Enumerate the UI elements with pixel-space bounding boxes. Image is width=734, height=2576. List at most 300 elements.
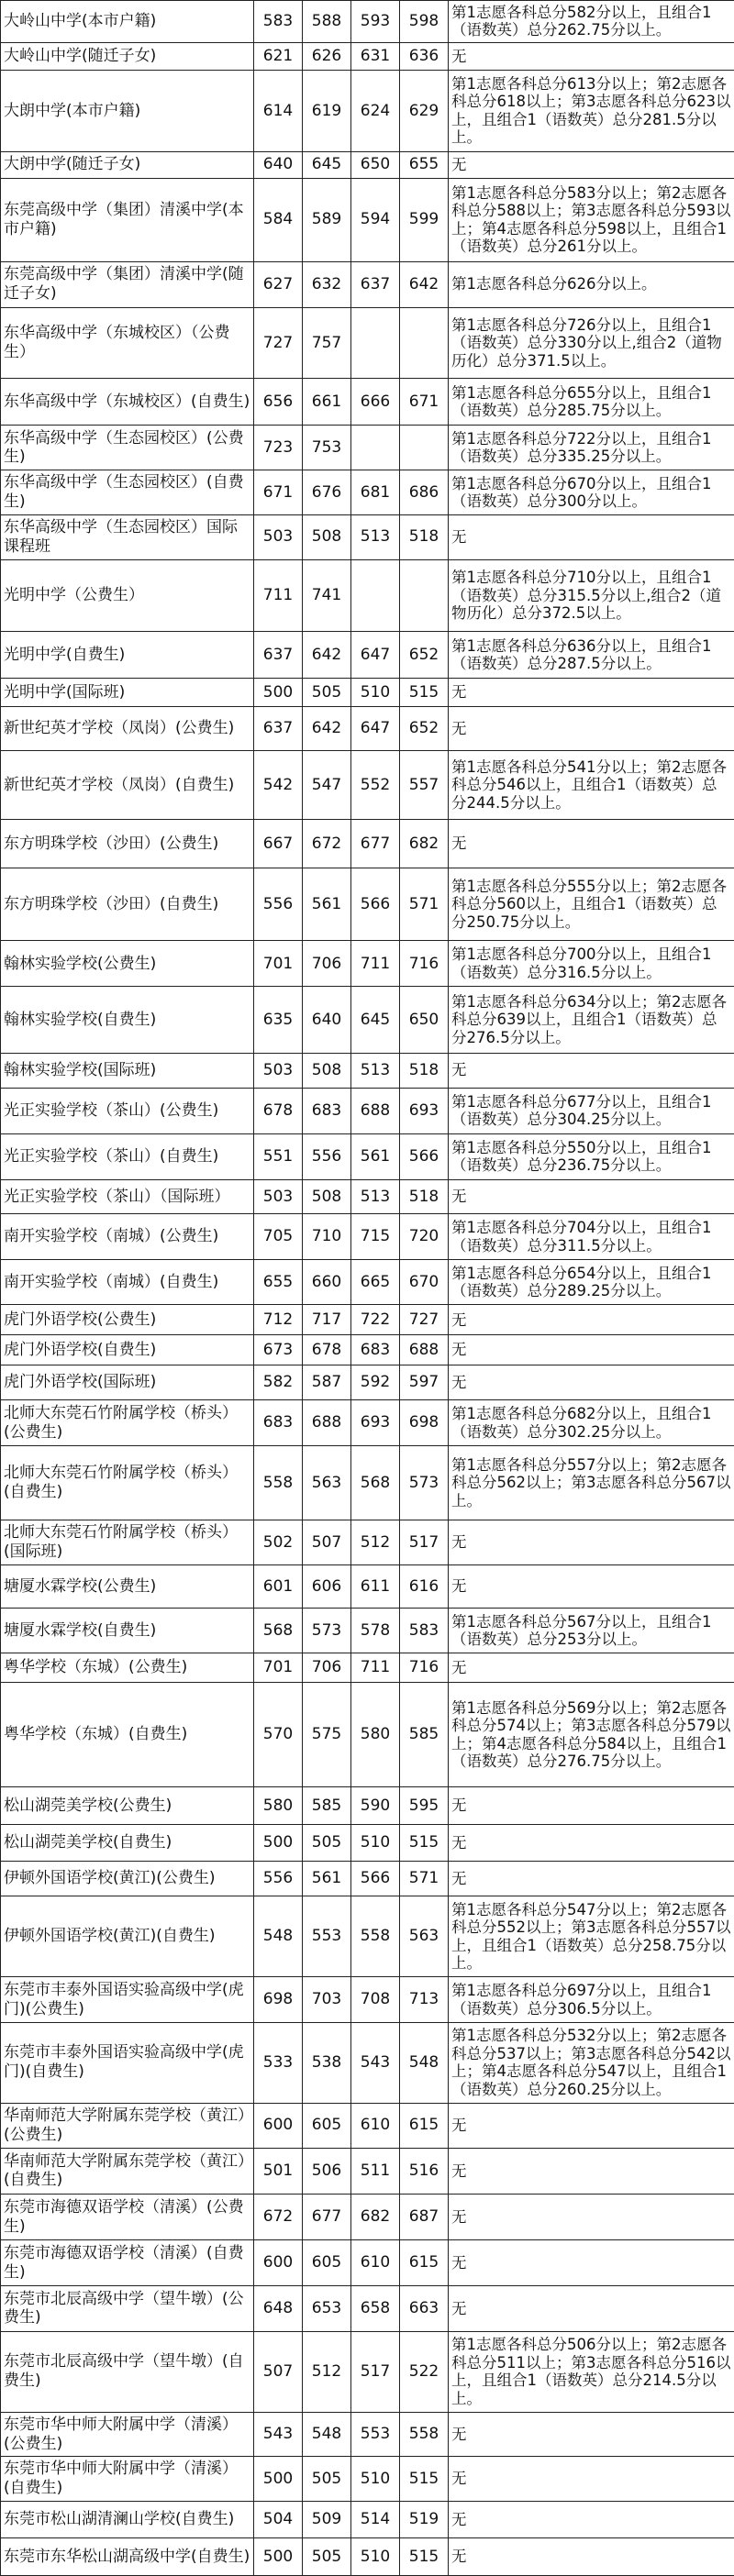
score-cell-1: 568 (254, 1609, 303, 1653)
score-cell-3: 593 (351, 1, 400, 43)
score-cell-3: 513 (351, 515, 400, 560)
score-cell-2: 505 (303, 2457, 351, 2502)
score-cell-2: 661 (303, 379, 351, 426)
score-cell-4: 636 (400, 42, 449, 71)
school-name-cell: 粤华学校（东城）(自费生) (1, 1682, 254, 1787)
school-name-cell: 光明中学（公费生） (1, 559, 254, 632)
score-cell-3 (351, 307, 400, 378)
school-name-cell: 塘厦水霖学校(公费生) (1, 1565, 254, 1609)
score-cell-1: 672 (254, 2195, 303, 2240)
score-cell-2: 683 (303, 1088, 351, 1133)
score-cell-3: 631 (351, 42, 400, 71)
score-cell-4 (400, 307, 449, 378)
score-cell-1: 614 (254, 71, 303, 151)
score-cell-2: 605 (303, 2103, 351, 2148)
score-cell-4 (400, 426, 449, 470)
score-cell-1: 507 (254, 2331, 303, 2412)
table-row (1, 379, 734, 426)
score-cell-1: 727 (254, 307, 303, 378)
score-cell-2: 642 (303, 632, 351, 679)
score-cell-2: 757 (303, 307, 351, 378)
score-cell-4: 727 (400, 1305, 449, 1335)
score-cell-1: 701 (254, 941, 303, 987)
table-row (1, 1053, 734, 1088)
table-row (1, 1862, 734, 1896)
table-row (1, 178, 734, 261)
score-cell-2: 753 (303, 426, 351, 470)
requirement-note-cell: 无 (449, 2103, 734, 2148)
score-cell-3: 650 (351, 151, 400, 178)
table-row (1, 261, 734, 307)
score-cell-3: 693 (351, 1400, 400, 1446)
score-cell-3: 711 (351, 941, 400, 987)
score-cell-3: 561 (351, 1133, 400, 1179)
school-name-cell: 东华高级中学（东城校区）（公费生） (1, 307, 254, 378)
score-cell-1: 503 (254, 1053, 303, 1088)
score-cell-3: 681 (351, 470, 400, 515)
school-name-cell: 翰林实验学校(国际班) (1, 1053, 254, 1088)
score-cell-4: 693 (400, 1088, 449, 1133)
table-row (1, 1, 734, 43)
score-cell-3: 666 (351, 379, 400, 426)
score-cell-3: 711 (351, 1653, 400, 1683)
score-cell-1: 683 (254, 1400, 303, 1446)
school-name-cell: 粤华学校（东城）(公费生) (1, 1653, 254, 1683)
score-cell-2: 508 (303, 515, 351, 560)
table-row (1, 707, 734, 751)
score-cell-1: 500 (254, 1824, 303, 1861)
score-cell-4: 516 (400, 2148, 449, 2194)
score-cell-1: 600 (254, 2103, 303, 2148)
score-cell-2: 710 (303, 1214, 351, 1260)
score-cell-4: 599 (400, 178, 449, 261)
table-row (1, 307, 734, 378)
requirement-note-cell: 第1志愿各科总分654分以上，且组合1（语数英）总分289.25分以上。 (449, 1260, 734, 1305)
score-cell-2: 589 (303, 178, 351, 261)
requirement-note-cell: 无 (449, 707, 734, 751)
table-row (1, 2501, 734, 2537)
score-cell-2: 706 (303, 1653, 351, 1683)
school-name-cell: 东莞市海德双语学校（清溪）(公费生) (1, 2195, 254, 2240)
school-name-cell: 东方明珠学校（沙田）(公费生) (1, 820, 254, 868)
score-cell-3: 578 (351, 1609, 400, 1653)
score-cell-4: 517 (400, 1520, 449, 1565)
school-name-cell: 光明中学(国际班) (1, 679, 254, 707)
school-name-cell: 东莞市东华松山湖高级中学(自费生) (1, 2538, 254, 2576)
score-cell-2: 512 (303, 2331, 351, 2412)
school-name-cell: 翰林实验学校(自费生) (1, 987, 254, 1053)
score-cell-2: 619 (303, 71, 351, 151)
score-cell-3: 568 (351, 1446, 400, 1520)
requirement-note-cell: 无 (449, 1335, 734, 1365)
school-name-cell: 北师大东莞石竹附属学校（桥头）(公费生) (1, 1400, 254, 1446)
score-cell-3: 688 (351, 1088, 400, 1133)
requirement-note-cell: 无 (449, 2148, 734, 2194)
score-cell-2: 538 (303, 2022, 351, 2103)
score-cell-3: 590 (351, 1787, 400, 1824)
score-cell-3: 624 (351, 71, 400, 151)
requirement-note-cell: 第1志愿各科总分569分以上；第2志愿各科总分574以上；第3志愿各科总分579以上；第4志愿各科总分584以上，且组合1（语数英）总分276.75分以上。 (449, 1682, 734, 1787)
school-name-cell: 虎门外语学校(公费生) (1, 1305, 254, 1335)
table-row (1, 941, 734, 987)
school-name-cell: 南开实验学校（南城）(公费生) (1, 1214, 254, 1260)
table-row (1, 1896, 734, 1977)
requirement-note-cell: 第1志愿各科总分582分以上，且组合1（语数英）总分262.75分以上。 (449, 1, 734, 43)
score-cell-3: 558 (351, 1896, 400, 1977)
score-cell-3: 592 (351, 1365, 400, 1399)
table-row (1, 1088, 734, 1133)
table-row (1, 1400, 734, 1446)
score-cell-4: 515 (400, 2457, 449, 2502)
score-cell-4: 652 (400, 707, 449, 751)
score-cell-3: 683 (351, 1335, 400, 1365)
score-cell-1: 601 (254, 1565, 303, 1609)
score-cell-1: 711 (254, 559, 303, 632)
score-cell-1: 637 (254, 632, 303, 679)
score-cell-1: 637 (254, 707, 303, 751)
table-row (1, 2412, 734, 2457)
requirement-note-cell: 第1志愿各科总分655分以上，且组合1（语数英）总分285.75分以上。 (449, 379, 734, 426)
score-cell-1: 648 (254, 2286, 303, 2331)
score-cell-4: 652 (400, 632, 449, 679)
score-cell-4: 687 (400, 2195, 449, 2240)
score-cell-1: 723 (254, 426, 303, 470)
score-cell-1: 533 (254, 2022, 303, 2103)
table-row (1, 2103, 734, 2148)
score-cell-2: 573 (303, 1609, 351, 1653)
score-cell-2: 605 (303, 2240, 351, 2286)
score-cell-2: 553 (303, 1896, 351, 1977)
requirement-note-cell: 无 (449, 151, 734, 178)
table-row (1, 1260, 734, 1305)
score-cell-4: 650 (400, 987, 449, 1053)
table-row (1, 2148, 734, 2194)
score-cell-1: 556 (254, 868, 303, 941)
score-cell-3: 637 (351, 261, 400, 307)
score-cell-3: 594 (351, 178, 400, 261)
score-cell-4: 566 (400, 1133, 449, 1179)
school-name-cell: 光正实验学校（茶山）(自费生) (1, 1133, 254, 1179)
school-name-cell: 东莞市华中师大附属中学（清溪）(公费生) (1, 2412, 254, 2457)
school-name-cell: 华南师范大学附属东莞学校（黄江）(自费生) (1, 2148, 254, 2194)
school-name-cell: 东莞市华中师大附属中学（清溪）(自费生) (1, 2457, 254, 2502)
score-cell-2: 507 (303, 1520, 351, 1565)
score-cell-4: 682 (400, 820, 449, 868)
school-name-cell: 东莞市丰泰外国语实验高级中学(虎门)(自费生) (1, 2022, 254, 2103)
score-cell-2: 741 (303, 559, 351, 632)
score-cell-4: 642 (400, 261, 449, 307)
table-row (1, 2286, 734, 2331)
requirement-note-cell: 第1志愿各科总分704分以上，且组合1（语数英）总分311.5分以上。 (449, 1214, 734, 1260)
table-row (1, 1365, 734, 1399)
requirement-note-cell: 第1志愿各科总分567分以上，且组合1（语数英）总分253分以上。 (449, 1609, 734, 1653)
score-cell-4: 655 (400, 151, 449, 178)
table-row (1, 632, 734, 679)
score-cell-1: 655 (254, 1260, 303, 1305)
school-name-cell: 北师大东莞石竹附属学校（桥头）(自费生) (1, 1446, 254, 1520)
score-cell-1: 502 (254, 1520, 303, 1565)
score-cell-3: 512 (351, 1520, 400, 1565)
requirement-note-cell: 无 (449, 679, 734, 707)
score-cell-3: 722 (351, 1305, 400, 1335)
table-row (1, 868, 734, 941)
score-cell-1: 671 (254, 470, 303, 515)
school-name-cell: 伊顿外国语学校(黄江)(自费生) (1, 1896, 254, 1977)
school-name-cell: 南开实验学校（南城）(自费生) (1, 1260, 254, 1305)
score-cell-1: 503 (254, 515, 303, 560)
table-row (1, 151, 734, 178)
score-cell-2: 509 (303, 2501, 351, 2537)
score-cell-2: 508 (303, 1053, 351, 1088)
requirement-note-cell: 第1志愿各科总分636分以上，且组合1（语数英）总分287.5分以上。 (449, 632, 734, 679)
score-cell-2: 717 (303, 1305, 351, 1335)
table-row (1, 42, 734, 71)
school-name-cell: 松山湖莞美学校(公费生) (1, 1787, 254, 1824)
score-cell-1: 621 (254, 42, 303, 71)
score-cell-2: 575 (303, 1682, 351, 1787)
requirement-note-cell: 无 (449, 2538, 734, 2576)
table-row (1, 2538, 734, 2576)
score-cell-3 (351, 559, 400, 632)
score-cell-2: 505 (303, 1824, 351, 1861)
score-cell-2: 548 (303, 2412, 351, 2457)
table-row (1, 751, 734, 820)
table-row (1, 559, 734, 632)
score-cell-1: 500 (254, 2538, 303, 2576)
score-cell-1: 656 (254, 379, 303, 426)
school-name-cell: 翰林实验学校(公费生) (1, 941, 254, 987)
requirement-note-cell: 第1志愿各科总分547分以上；第2志愿各科总分552以上；第3志愿各科总分557以上，且组合1（语数英）总分258.75分以上。 (449, 1896, 734, 1977)
score-cell-3: 552 (351, 751, 400, 820)
score-cell-1: 705 (254, 1214, 303, 1260)
score-cell-2: 653 (303, 2286, 351, 2331)
requirement-note-cell: 无 (449, 515, 734, 560)
score-cell-3: 510 (351, 2457, 400, 2502)
score-cell-3: 511 (351, 2148, 400, 2194)
table-row (1, 679, 734, 707)
score-cell-4: 615 (400, 2240, 449, 2286)
score-cell-2: 588 (303, 1, 351, 43)
requirement-note-cell: 无 (449, 2240, 734, 2286)
school-name-cell: 东莞高级中学（集团）清溪中学(随迁子女) (1, 261, 254, 307)
requirement-note-cell: 第1志愿各科总分726分以上，且组合1（语数英）总分330分以上,组合2（道物历化）总分371.5以上。 (449, 307, 734, 378)
school-name-cell: 东莞市北辰高级中学（望牛墩）(公费生) (1, 2286, 254, 2331)
table-row (1, 1787, 734, 1824)
score-cell-3: 677 (351, 820, 400, 868)
score-cell-1: 570 (254, 1682, 303, 1787)
score-cell-3: 647 (351, 632, 400, 679)
school-name-cell: 大岭山中学(本市户籍) (1, 1, 254, 43)
score-cell-1: 584 (254, 178, 303, 261)
requirement-note-cell: 第1志愿各科总分555分以上；第2志愿各科总分560以上，且组合1（语数英）总分250.75分以上。 (449, 868, 734, 941)
table-row (1, 515, 734, 560)
requirement-note-cell: 无 (449, 1053, 734, 1088)
score-cell-4: 571 (400, 868, 449, 941)
score-cell-4: 518 (400, 1053, 449, 1088)
requirement-note-cell: 第1志愿各科总分722分以上，且组合1（语数英）总分335.25分以上。 (449, 426, 734, 470)
school-name-cell: 虎门外语学校(自费生) (1, 1335, 254, 1365)
table-row (1, 820, 734, 868)
score-cell-2: 587 (303, 1365, 351, 1399)
score-cell-4: 615 (400, 2103, 449, 2148)
school-name-cell: 光正实验学校（茶山）(公费生) (1, 1088, 254, 1133)
score-cell-3: 715 (351, 1214, 400, 1260)
score-cell-1: 627 (254, 261, 303, 307)
score-cell-1: 551 (254, 1133, 303, 1179)
score-cell-3: 510 (351, 1824, 400, 1861)
score-cell-2: 606 (303, 1565, 351, 1609)
score-cell-3: 665 (351, 1260, 400, 1305)
school-name-cell: 东莞市松山湖清澜山学校(自费生) (1, 2501, 254, 2537)
table-row (1, 1335, 734, 1365)
school-name-cell: 东华高级中学（生态园校区）(自费生) (1, 470, 254, 515)
requirement-note-cell: 无 (449, 1180, 734, 1214)
score-cell-2: 626 (303, 42, 351, 71)
score-cell-2: 563 (303, 1446, 351, 1520)
score-cell-2: 547 (303, 751, 351, 820)
school-name-cell: 东华高级中学（东城校区）(自费生) (1, 379, 254, 426)
requirement-note-cell: 第1志愿各科总分541分以上；第2志愿各科总分546以上，且组合1（语数英）总分244.5分以上。 (449, 751, 734, 820)
requirement-note-cell: 第1志愿各科总分677分以上，且组合1（语数英）总分304.25分以上。 (449, 1088, 734, 1133)
score-cell-1: 500 (254, 2457, 303, 2502)
score-cell-4: 670 (400, 1260, 449, 1305)
score-cell-3 (351, 426, 400, 470)
score-cell-3: 510 (351, 2538, 400, 2576)
requirement-note-cell: 无 (449, 42, 734, 71)
score-cell-3: 513 (351, 1180, 400, 1214)
requirement-note-cell: 第1志愿各科总分506分以上；第2志愿各科总分511以上；第3志愿各科总分516以上，且组合1（语数英）总分214.5分以上。 (449, 2331, 734, 2412)
score-cell-3: 553 (351, 2412, 400, 2457)
requirement-note-cell: 无 (449, 1862, 734, 1896)
requirement-note-cell: 无 (449, 1520, 734, 1565)
table-row (1, 470, 734, 515)
score-cell-2: 703 (303, 1977, 351, 2022)
score-cell-1: 580 (254, 1787, 303, 1824)
table-row (1, 1565, 734, 1609)
school-name-cell: 新世纪英才学校（凤岗）(公费生) (1, 707, 254, 751)
score-cell-1: 501 (254, 2148, 303, 2194)
score-cell-3: 682 (351, 2195, 400, 2240)
table-row (1, 1609, 734, 1653)
table-row (1, 1682, 734, 1787)
requirement-note-cell: 第1志愿各科总分634分以上；第2志愿各科总分639以上，且组合1（语数英）总分276.5分以上。 (449, 987, 734, 1053)
score-cell-2: 508 (303, 1180, 351, 1214)
score-cell-2: 645 (303, 151, 351, 178)
score-cell-2: 561 (303, 868, 351, 941)
score-cell-2: 706 (303, 941, 351, 987)
score-cell-1: 635 (254, 987, 303, 1053)
table-row (1, 1305, 734, 1335)
score-cell-3: 580 (351, 1682, 400, 1787)
score-cell-2: 676 (303, 470, 351, 515)
score-cell-4: 519 (400, 2501, 449, 2537)
table-row (1, 1133, 734, 1179)
table-row (1, 987, 734, 1053)
requirement-note-cell: 第1志愿各科总分532分以上；第2志愿各科总分537以上；第3志愿各科总分542以上；第4志愿各科总分547以上，且组合1（语数英）总分260.25分以上。 (449, 2022, 734, 2103)
table-row (1, 1653, 734, 1683)
requirement-note-cell: 第1志愿各科总分557分以上；第2志愿各科总分562以上；第3志愿各科总分567以上。 (449, 1446, 734, 1520)
table-row (1, 1824, 734, 1861)
school-name-cell: 大朗中学(随迁子女) (1, 151, 254, 178)
requirement-note-cell: 无 (449, 2286, 734, 2331)
score-cell-1: 701 (254, 1653, 303, 1683)
requirement-note-cell: 无 (449, 1653, 734, 1683)
school-name-cell: 北师大东莞石竹附属学校（桥头）(国际班) (1, 1520, 254, 1565)
score-cell-4: 518 (400, 1180, 449, 1214)
score-cell-3: 566 (351, 1862, 400, 1896)
score-cell-2: 672 (303, 820, 351, 868)
score-cell-4: 573 (400, 1446, 449, 1520)
score-cell-1: 667 (254, 820, 303, 868)
score-cell-3: 510 (351, 679, 400, 707)
requirement-note-cell: 无 (449, 820, 734, 868)
score-cell-4: 558 (400, 2412, 449, 2457)
score-cell-2: 506 (303, 2148, 351, 2194)
requirement-note-cell: 无 (449, 2457, 734, 2502)
school-name-cell: 东莞市海德双语学校（清溪）(自费生) (1, 2240, 254, 2286)
requirement-note-cell: 第1志愿各科总分670分以上，且组合1（语数英）总分300分以上。 (449, 470, 734, 515)
score-cell-4: 515 (400, 1824, 449, 1861)
school-name-cell: 东华高级中学（生态园校区）国际课程班 (1, 515, 254, 560)
table-row (1, 2195, 734, 2240)
score-cell-4 (400, 559, 449, 632)
table-row (1, 2331, 734, 2412)
score-cell-2: 688 (303, 1400, 351, 1446)
school-name-cell: 光明中学(自费生) (1, 632, 254, 679)
requirement-note-cell: 无 (449, 1565, 734, 1609)
score-cell-4: 686 (400, 470, 449, 515)
score-cell-3: 647 (351, 707, 400, 751)
table-row (1, 1520, 734, 1565)
score-cell-2: 585 (303, 1787, 351, 1824)
school-name-cell: 伊顿外国语学校(黄江)(公费生) (1, 1862, 254, 1896)
score-cell-3: 610 (351, 2240, 400, 2286)
table-row (1, 1214, 734, 1260)
score-cell-4: 583 (400, 1609, 449, 1653)
score-cell-2: 556 (303, 1133, 351, 1179)
table-row (1, 2457, 734, 2502)
score-cell-1: 698 (254, 1977, 303, 2022)
requirement-note-cell: 无 (449, 1787, 734, 1824)
score-cell-4: 595 (400, 1787, 449, 1824)
score-cell-4: 518 (400, 515, 449, 560)
score-cell-3: 514 (351, 2501, 400, 2537)
score-cell-2: 632 (303, 261, 351, 307)
score-cell-4: 720 (400, 1214, 449, 1260)
school-name-cell: 松山湖莞美学校(自费生) (1, 1824, 254, 1861)
score-cell-1: 673 (254, 1335, 303, 1365)
score-cell-4: 548 (400, 2022, 449, 2103)
requirement-note-cell: 无 (449, 1305, 734, 1335)
score-cell-3: 611 (351, 1565, 400, 1609)
score-cell-3: 513 (351, 1053, 400, 1088)
score-cell-1: 712 (254, 1305, 303, 1335)
score-cell-3: 708 (351, 1977, 400, 2022)
score-cell-1: 582 (254, 1365, 303, 1399)
school-name-cell: 新世纪英才学校（凤岗）(自费生) (1, 751, 254, 820)
score-cell-4: 663 (400, 2286, 449, 2331)
score-cell-3: 645 (351, 987, 400, 1053)
score-cell-4: 563 (400, 1896, 449, 1977)
school-name-cell: 东莞高级中学（集团）清溪中学(本市户籍) (1, 178, 254, 261)
score-cell-2: 642 (303, 707, 351, 751)
score-cell-1: 503 (254, 1180, 303, 1214)
table-row (1, 71, 734, 151)
score-cell-4: 597 (400, 1365, 449, 1399)
school-name-cell: 虎门外语学校(国际班) (1, 1365, 254, 1399)
school-name-cell: 大岭山中学(随迁子女) (1, 42, 254, 71)
requirement-note-cell: 无 (449, 2195, 734, 2240)
